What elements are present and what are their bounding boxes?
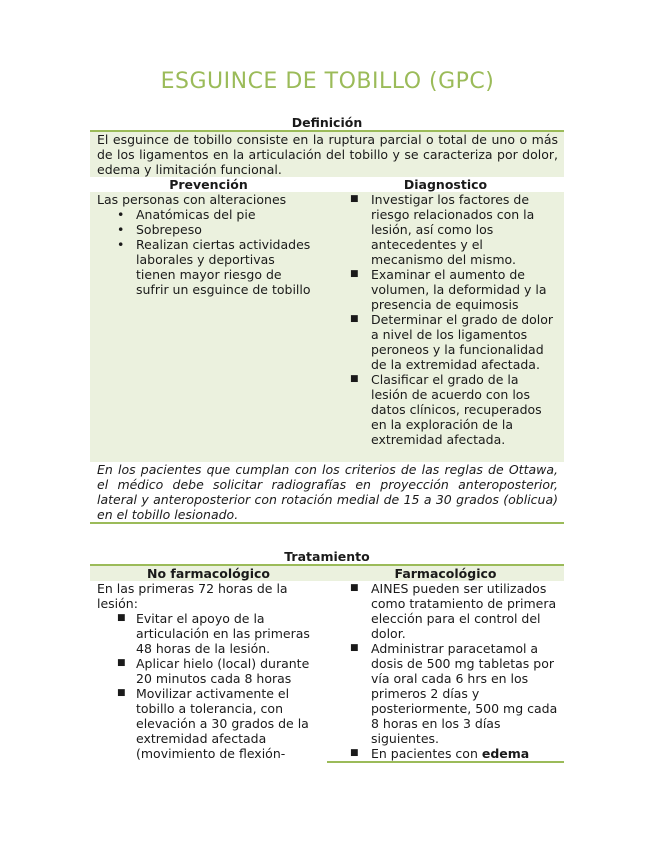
list-item: ■ Evitar el apoyo de la articulación en las primeras 48 horas de la lesión. xyxy=(117,611,310,656)
no-farmacologico-intro: En las primeras 72 horas de la lesión: xyxy=(97,581,288,611)
bullet-square-icon: ■ xyxy=(117,658,126,668)
bullet-square-icon: ■ xyxy=(117,688,126,698)
list-item: • Sobrepeso xyxy=(117,222,202,237)
list-item: ■ Investigar los factores de riesgo relacionados con la lesión, así como los antecedentes y el mecanismo del mismo. xyxy=(350,192,535,267)
no-farmacologico-list xyxy=(97,611,321,761)
list-item: ■ Aplicar hielo (local) durante 20 minutos cada 8 horas xyxy=(117,656,310,686)
prevencion-intro: Las personas con alteraciones xyxy=(97,192,287,207)
bullet-square-icon: ■ xyxy=(350,748,359,758)
bullet-square-icon: ■ xyxy=(117,613,126,623)
farmacologico-header: Farmacológico xyxy=(394,566,497,581)
diagnosis-table xyxy=(90,115,564,524)
no-farmacologico-cell xyxy=(90,581,327,761)
bullet-dot-icon: • xyxy=(117,237,125,252)
list-item: ■ Clasificar el grado de la lesión de acuerdo con los datos clínicos, recuperados en la exploración de la extremidad afectada. xyxy=(350,372,542,447)
bullet-square-icon: ■ xyxy=(350,374,359,384)
list-item: ■ AINES pueden ser utilizados como tratamiento de primera elección para el control del dolor. xyxy=(350,581,557,641)
list-item: ■ Administrar paracetamol a dosis de 500 mg tabletas por vía oral cada 6 hrs en los primeros 2 días y posteriormente, 500 mg cada 8 horas en los 3 días siguientes. xyxy=(350,641,558,746)
diagnostico-list xyxy=(335,192,558,447)
farmacologico-list xyxy=(335,581,558,761)
ottawa-note: En los pacientes que cumplan con los criterios de las reglas de Ottawa, el médico debe solicitar radiografías en proyección anteroposterior, lateral y anteroposterior con rotación medial de 15 a 30 grados (oblicua) en el tobillo lesionado. xyxy=(90,462,564,524)
bullet-dot-icon: • xyxy=(117,222,125,237)
list-item: ■ Determinar el grado de dolor a nivel de los ligamentos peroneos y la funcionalidad de la extremidad afectada. xyxy=(350,312,554,372)
farmacologico-cell xyxy=(327,581,564,763)
diagnostico-cell xyxy=(327,192,564,462)
page-title: ESGUINCE DE TOBILLO (GPC) xyxy=(160,69,495,94)
bullet-square-icon: ■ xyxy=(350,314,359,324)
tratamiento-caption: Tratamiento xyxy=(284,549,370,564)
definicion-text: El esguince de tobillo consiste en la ruptura parcial o total de uno o más de los ligamentos en la articulación del tobillo y se caracteriza por dolor, edema y limitación funcional. xyxy=(90,132,564,177)
edema-bold: edema xyxy=(481,746,530,761)
list-item: • Realizan ciertas actividades laborales y deportivas tienen mayor riesgo de sufrir un esguince de tobillo xyxy=(117,237,311,297)
prevencion-cell xyxy=(90,192,327,462)
bullet-square-icon: ■ xyxy=(350,269,359,279)
list-item: • Anatómicas del pie xyxy=(117,207,256,222)
diagnostico-header: Diagnostico xyxy=(403,177,488,192)
bullet-dot-icon: • xyxy=(117,207,125,222)
prevencion-header: Prevención xyxy=(169,177,248,192)
list-item: ■ Movilizar activamente el tobillo a tolerancia, con elevación a 30 grados de la extremidad afectada (movimiento de flexión- xyxy=(117,686,309,761)
prevencion-list xyxy=(97,207,321,297)
bullet-square-icon: ■ xyxy=(350,643,359,653)
list-item: ■ En pacientes con edema xyxy=(350,746,530,761)
list-item: ■ Examinar el aumento de volumen, la deformidad y la presencia de equimosis xyxy=(350,267,547,312)
bullet-square-icon: ■ xyxy=(350,583,359,593)
definicion-caption: Definición xyxy=(291,115,363,130)
no-farmacologico-header: No farmacológico xyxy=(147,566,270,581)
treatment-table xyxy=(90,549,564,761)
bullet-square-icon: ■ xyxy=(350,194,359,204)
